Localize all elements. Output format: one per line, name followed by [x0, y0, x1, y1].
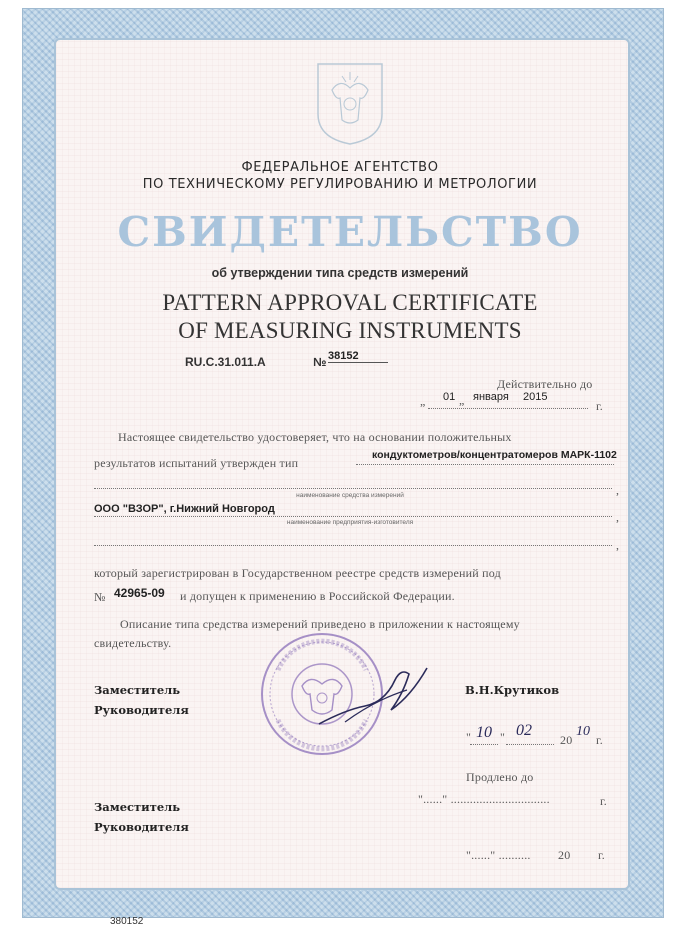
agency-line-2: ПО ТЕХНИЧЕСКОМУ РЕГУЛИРОВАНИЮ И МЕТРОЛОГИИ — [142, 177, 538, 192]
date-2: "......" .......... — [466, 848, 531, 862]
date-day: 10 — [476, 724, 492, 741]
manufacturer-line — [94, 516, 612, 517]
registry-line-1: который зарегистрирован в Государственном реестре средств измерений под — [94, 566, 501, 580]
date-month-line — [506, 744, 554, 745]
date-mid-quote: " — [500, 730, 506, 744]
comma-1: , — [616, 483, 620, 497]
manufacturer-line-2 — [94, 545, 612, 546]
valid-day: 01 — [443, 391, 456, 403]
certificate-title: СВИДЕТЕЛЬСТВО — [117, 208, 583, 256]
registry-number: 42965-09 — [114, 586, 165, 600]
deputy-2-line-2: Руководителя — [94, 820, 189, 834]
paragraph-1-line-2: результатов испытаний утвержден тип — [94, 456, 299, 470]
manufacturer: ООО "ВЗОР", г.Нижний Новгород — [94, 503, 275, 515]
registry-line-2: и допущен к применению в Российской Федерации. — [180, 589, 455, 603]
instrument-line-1 — [356, 464, 614, 465]
registry-number-label: № — [94, 590, 106, 604]
deputy-2-line-1: Заместитель — [94, 800, 181, 814]
date-year-suffix: 10 — [576, 724, 590, 739]
date-2-year: 20 — [558, 848, 571, 862]
valid-open-quote: „ — [420, 394, 426, 408]
coat-of-arms-emblem — [314, 60, 386, 146]
subtitle-ru: об утверждении типа средств измерений — [211, 266, 469, 280]
certificate-code: RU.C.31.011.A — [185, 355, 266, 369]
date-open-quote: " — [466, 730, 472, 744]
date-year-prefix: 20 — [560, 733, 573, 747]
valid-month: января — [473, 391, 509, 403]
valid-year: 2015 — [523, 391, 548, 403]
deputy-1-line-1: Заместитель — [94, 683, 181, 697]
caption-instrument: наименование средства измерений — [296, 492, 404, 499]
caption-manufacturer: наименование предприятия-изготовителя — [286, 519, 414, 526]
description-line-1: Описание типа средства измерений приведено в приложении к настоящему — [120, 617, 520, 631]
comma-3: , — [616, 538, 620, 552]
title-en-line-1: PATTERN APPROVAL CERTIFICATE — [162, 290, 538, 315]
valid-year-suffix: г. — [596, 399, 603, 413]
date-month: 02 — [516, 722, 532, 739]
date-2-g: г. — [598, 848, 605, 862]
paragraph-1-line-1: Настоящее свидетельство удостоверяет, что на основании положительных — [118, 430, 512, 444]
extended-date: "......" ............................... — [418, 792, 550, 806]
extended-label: Продлено до — [466, 770, 534, 784]
instrument-type: кондуктометров/концентратомеров МАРК-1102 — [372, 449, 617, 461]
handwritten-signature — [315, 660, 435, 732]
valid-until-label: Действительно до — [497, 377, 593, 391]
comma-2: , — [616, 510, 620, 524]
title-en-line-2: OF MEASURING INSTRUMENTS — [178, 318, 522, 343]
date-g: г. — [596, 733, 603, 747]
valid-date-line — [428, 408, 588, 409]
number-label: № — [313, 355, 327, 369]
certificate-number: 38152 — [328, 350, 388, 363]
extended-g: г. — [600, 794, 607, 808]
serial-number: 380152 — [110, 916, 144, 927]
agency-line-1: ФЕДЕРАЛЬНОЕ АГЕНТСТВО — [241, 160, 439, 175]
description-line-2: свидетельству. — [94, 636, 172, 650]
deputy-1-line-2: Руководителя — [94, 703, 189, 717]
valid-close-quote: „ — [459, 393, 465, 407]
signer-name: В.Н.Крутиков — [465, 683, 560, 697]
date-day-line — [470, 744, 498, 745]
instrument-line-2 — [94, 488, 612, 489]
